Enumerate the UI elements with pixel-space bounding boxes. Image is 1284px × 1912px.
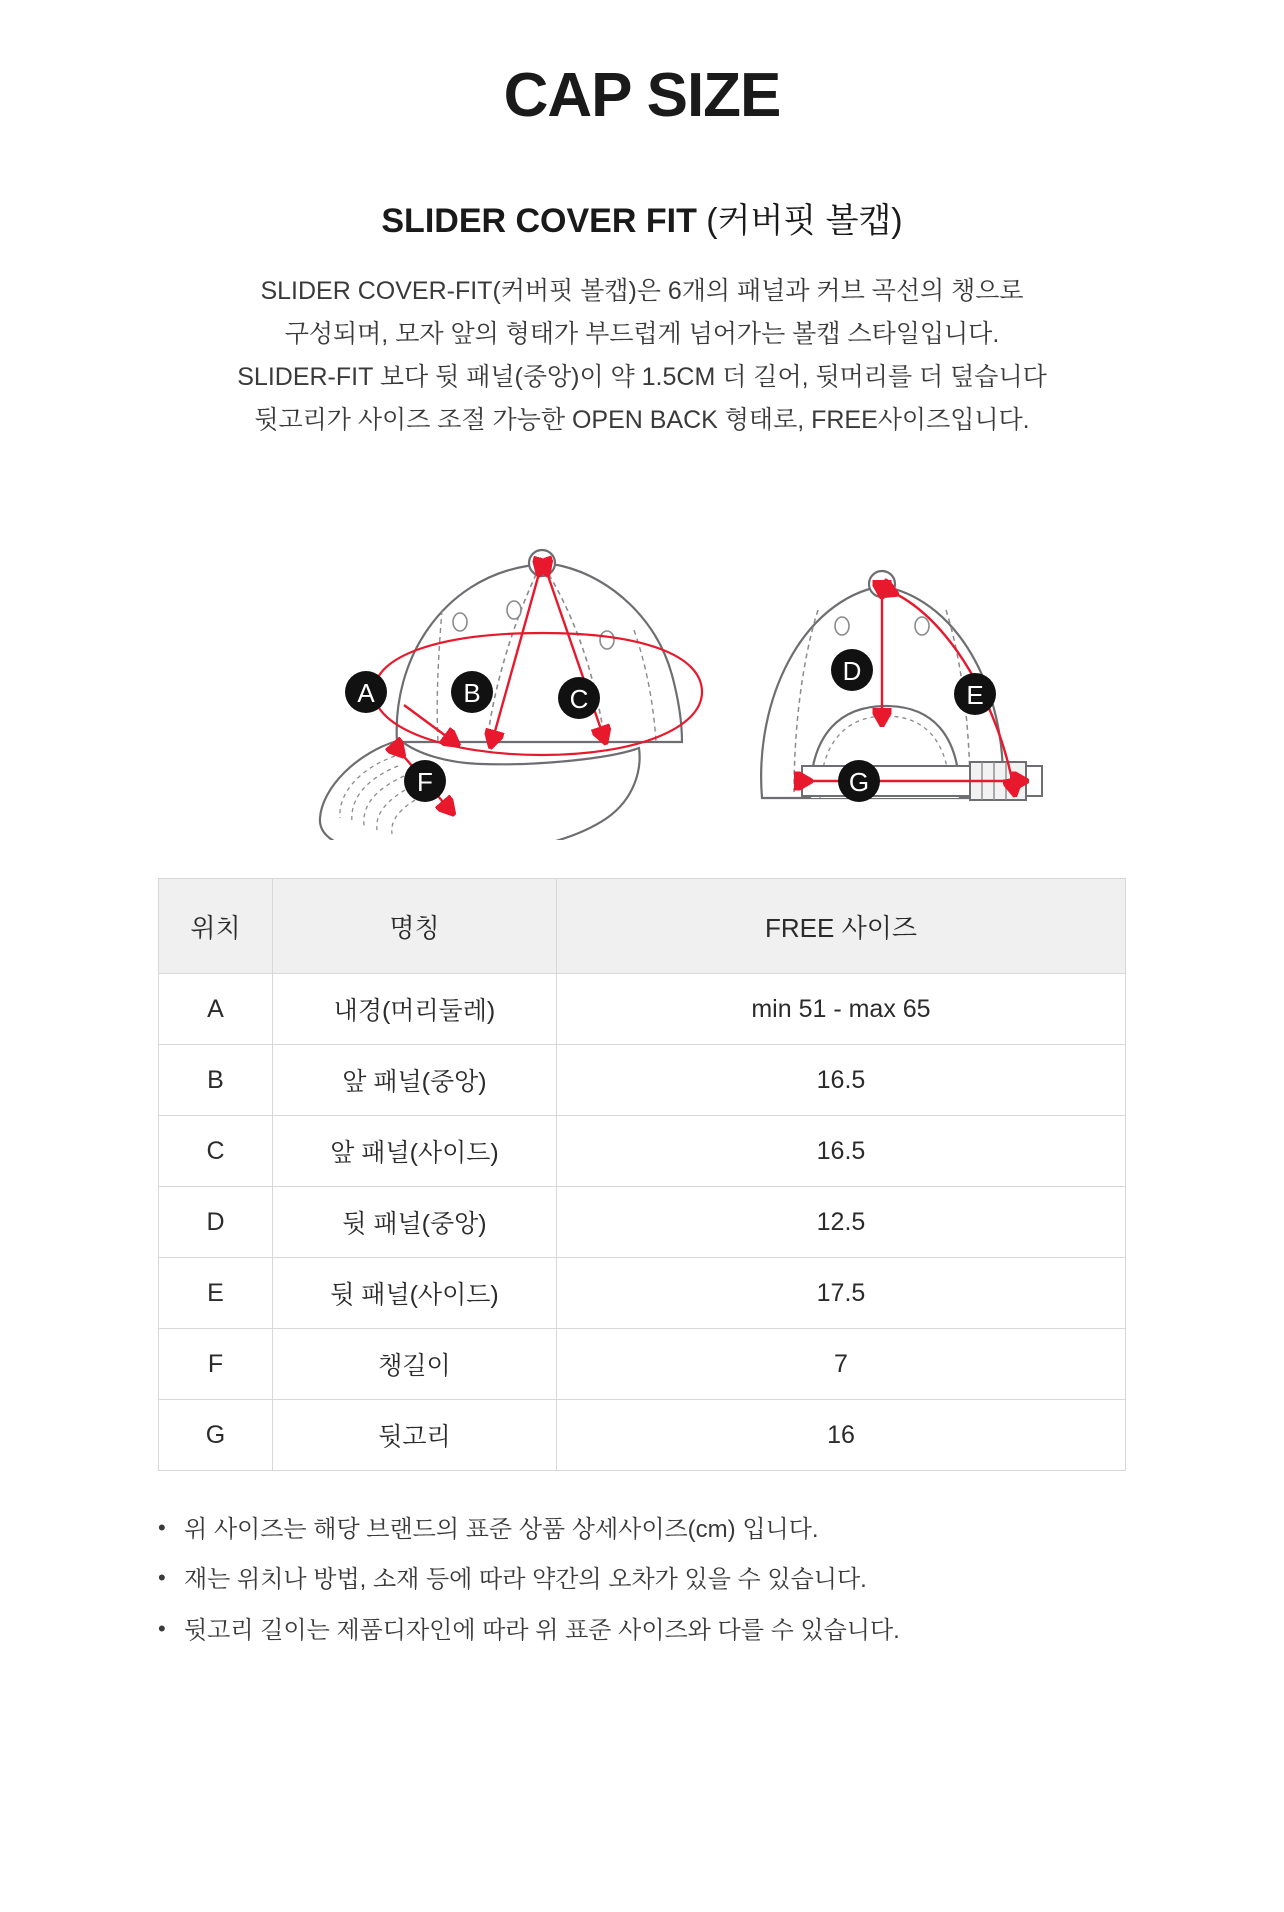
cell-position: F [159, 1329, 273, 1400]
fit-name: SLIDER COVER FIT [381, 202, 697, 240]
table-row [159, 1187, 1126, 1258]
cap-diagram-svg [142, 470, 1142, 840]
diagram-marker-g [838, 760, 880, 802]
cap-measurement-diagrams [0, 470, 1284, 840]
marker-e-label: E [966, 680, 984, 710]
cell-name: 앞 패널(사이드) [272, 1116, 556, 1187]
list-item: • 뒷고리 길이는 제품디자인에 따라 위 표준 사이즈와 다를 수 있습니다. [150, 1606, 1284, 1656]
page-title: CAP SIZE [503, 61, 781, 130]
header-name: 명칭 [272, 879, 556, 974]
cell-name: 뒷 패널(중앙) [272, 1187, 556, 1258]
marker-b-label: B [463, 678, 481, 708]
marker-f-label: F [417, 767, 433, 797]
cell-size: 16 [556, 1400, 1125, 1471]
size-notes-list [150, 1505, 1284, 1656]
cell-name: 뒷 패널(사이드) [272, 1258, 556, 1329]
cell-size: 16.5 [556, 1045, 1125, 1116]
size-table-body [159, 974, 1126, 1471]
diagram-marker-d [831, 649, 873, 691]
cell-size: 12.5 [556, 1187, 1125, 1258]
marker-d-label: D [842, 656, 862, 686]
diagram-marker-b [451, 671, 493, 713]
cell-position: B [159, 1045, 273, 1116]
diagram-marker-e [954, 673, 996, 715]
cell-name: 뒷고리 [272, 1400, 556, 1471]
cell-position: E [159, 1258, 273, 1329]
cell-size: 7 [556, 1329, 1125, 1400]
cell-size: 17.5 [556, 1258, 1125, 1329]
diagram-marker-f [404, 760, 446, 802]
description-line-4: 뒷고리가 사이즈 조절 가능한 OPEN BACK 형태로, FREE사이즈입니다. [254, 406, 1030, 434]
cell-size: 16.5 [556, 1116, 1125, 1187]
fit-name-korean: (커버핏 볼캡) [706, 202, 903, 240]
cell-name: 챙길이 [272, 1329, 556, 1400]
product-fit-subtitle [0, 193, 1284, 242]
table-row [159, 1258, 1126, 1329]
description-line-2: 구성되며, 모자 앞의 형태가 부드럽게 넘어가는 볼캡 스타일입니다. [284, 320, 1000, 348]
diagram-marker-a [345, 671, 387, 713]
table-row [159, 1400, 1126, 1471]
marker-c-label: C [569, 684, 589, 714]
table-row [159, 974, 1126, 1045]
size-table [158, 878, 1126, 1471]
description-line-3: SLIDER-FIT 보다 뒷 패널(중앙)이 약 1.5CM 더 길어, 뒷머리를 더 덮습니다 [237, 363, 1047, 391]
cell-position: D [159, 1187, 273, 1258]
cell-name: 앞 패널(중앙) [272, 1045, 556, 1116]
cell-position: A [159, 974, 273, 1045]
table-row [159, 1045, 1126, 1116]
product-description [0, 270, 1284, 442]
table-header-row [159, 879, 1126, 974]
table-row [159, 1329, 1126, 1400]
cap-back-view [761, 571, 1042, 800]
table-row [159, 1116, 1126, 1187]
cell-name: 내경(머리둘레) [272, 974, 556, 1045]
list-item: • 위 사이즈는 해당 브랜드의 표준 상품 상세사이즈(cm) 입니다. [150, 1505, 1284, 1555]
cell-position: G [159, 1400, 273, 1471]
list-item: • 재는 위치나 방법, 소재 등에 따라 약간의 오차가 있을 수 있습니다. [150, 1555, 1284, 1605]
marker-g-label: G [848, 767, 870, 797]
description-line-1: SLIDER COVER-FIT(커버핏 볼캡)은 6개의 패널과 커브 곡선의 챙으로 [260, 277, 1024, 305]
cell-position: C [159, 1116, 273, 1187]
header-position: 위치 [159, 879, 273, 974]
cell-size: min 51 - max 65 [556, 974, 1125, 1045]
header-size: FREE 사이즈 [556, 879, 1125, 974]
diagram-marker-c [558, 677, 600, 719]
marker-a-label: A [357, 678, 375, 708]
size-table-head [159, 879, 1126, 974]
cap-size-guide-page [0, 60, 1284, 1912]
